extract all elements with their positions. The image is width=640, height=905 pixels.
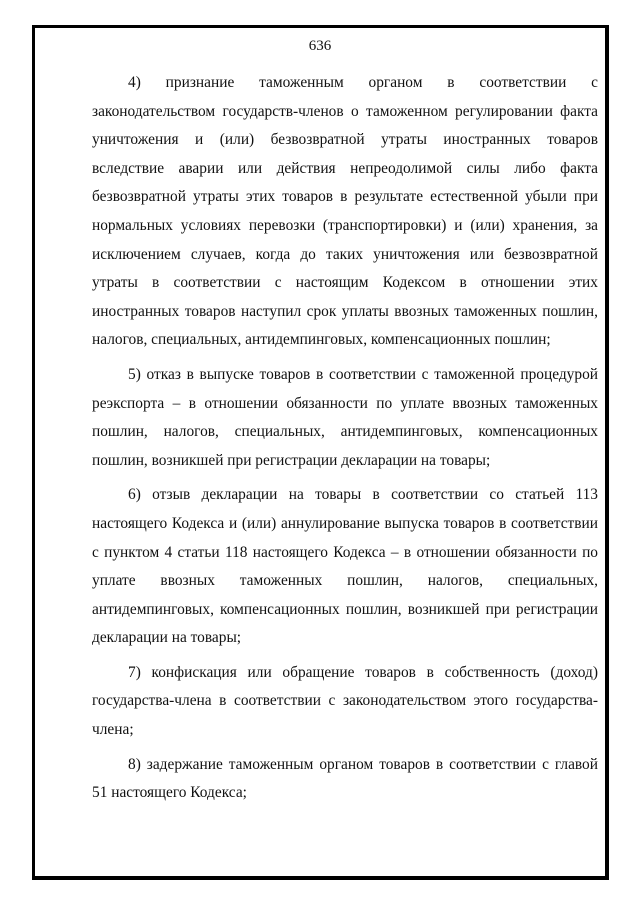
paragraph-item-4: 4) признание таможенным органом в соответствии с законодательством государств-членов о таможенном регулировании факта уничтожения и (или) безвозвратной утраты иностранных товаров вследствие аварии или действия непреодолимой силы либо факта безвозвратной утраты этих товаров в результате естественной убыли при нормальных условиях перевозки (транспортировки) и (или) хранения, за исключением случаев, когда до таких уничтожения или безвозвратной утраты в соответствии с настоящим Кодексом в отношении этих иностранных товаров наступил срок уплаты ввозных таможенных пошлин, налогов, специальных, антидемпинговых, компенсационных пошлин; [92,74,598,349]
document-body [92,69,598,814]
paragraph-item-8: 8) задержание таможенным органом товаров в соответствии с главой 51 настоящего Кодекса; [92,755,598,802]
paragraph-item-6: 6) отзыв декларации на товары в соответствии со статьей 113 настоящего Кодекса и (или) аннулирование выпуска товаров в соответствии с пунктом 4 статьи 118 настоящего Кодекса – в отношении обязанности по уплате ввозных таможенных пошлин, налогов, специальных, антидемпинговых, компенсационных пошлин, возникшей при регистрации декларации на товары; [92,486,598,647]
paragraph-item-7: 7) конфискация или обращение товаров в собственность (доход) государства-члена в соответствии с законодательством этого государства-члена; [92,663,598,739]
paragraph-item-5: 5) отказ в выпуске товаров в соответствии с таможенной процедурой реэкспорта – в отношении обязанности по уплате ввозных таможенных пошлин, налогов, специальных, антидемпинговых, компенсационных пошлин, возникшей при регистрации декларации на товары; [92,365,598,469]
page-number: 636 [308,38,332,54]
